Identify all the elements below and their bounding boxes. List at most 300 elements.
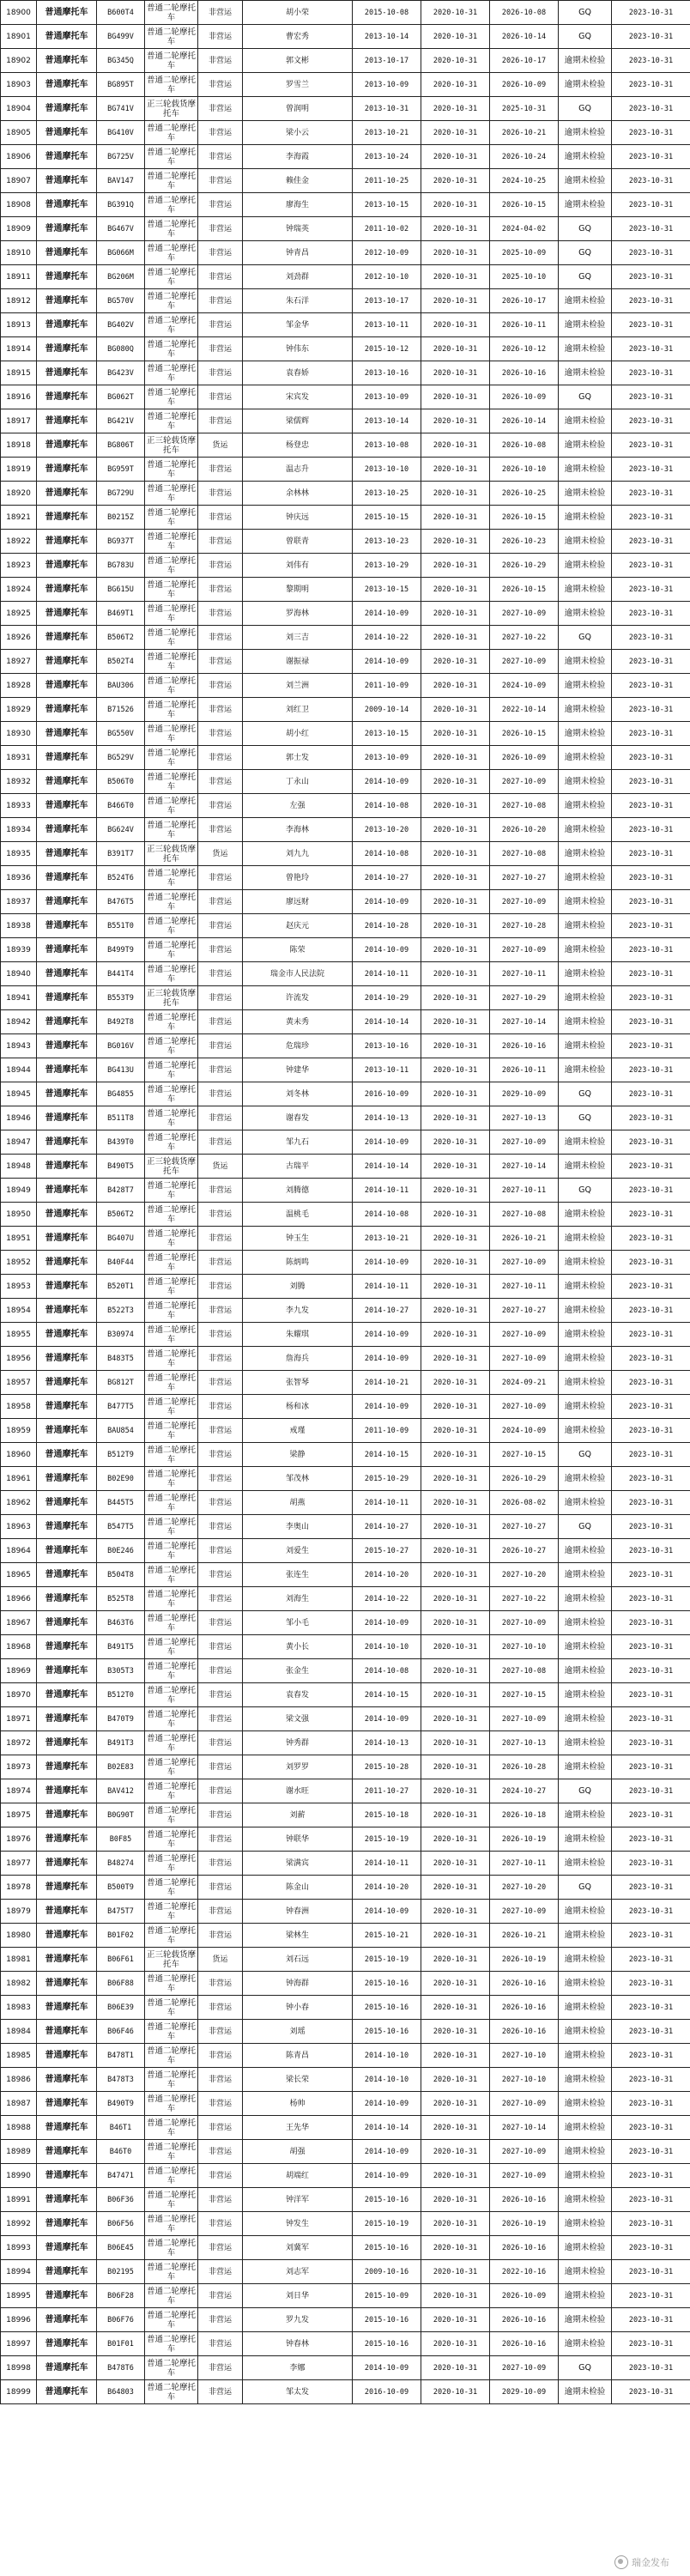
cell-inspection-date: 2020-10-31 [421, 2140, 490, 2164]
cell-scrap-deadline: 2023-10-31 [612, 1203, 690, 1227]
table-row [1, 962, 690, 986]
cell-owner-name: 邹茂林 [243, 1467, 353, 1491]
cell-vehicle-type: 普通摩托车 [37, 1731, 97, 1755]
cell-inspection-valid-until: 2026-10-23 [490, 530, 559, 554]
cell-vehicle-type: 普通摩托车 [37, 1996, 97, 2020]
cell-scrap-deadline: 2023-10-31 [612, 1251, 690, 1275]
cell-first-registration-date: 2014-10-11 [353, 962, 421, 986]
cell-plate-number: B476T5 [97, 890, 145, 914]
cell-usage-type: 非营运 [198, 1659, 243, 1683]
cell-owner-name: 曾艳玲 [243, 866, 353, 890]
cell-vehicle-brand: 普通二轮摩托车 [145, 1082, 198, 1106]
cell-row-index: 18943 [1, 1034, 37, 1058]
cell-inspection-date: 2020-10-31 [421, 193, 490, 217]
cell-first-registration-date: 2014-10-09 [353, 770, 421, 794]
cell-inspection-valid-until: 2027-10-11 [490, 1275, 559, 1299]
cell-usage-type: 非营运 [198, 241, 243, 265]
cell-inspection-status: 逾期未检验 [559, 2020, 612, 2044]
cell-row-index: 18985 [1, 2044, 37, 2068]
cell-first-registration-date: 2013-10-31 [353, 97, 421, 121]
cell-owner-name: 陈青昌 [243, 2044, 353, 2068]
cell-scrap-deadline: 2023-10-31 [612, 1924, 690, 1948]
cell-vehicle-brand: 普通二轮摩托车 [145, 1419, 198, 1443]
cell-row-index: 18917 [1, 409, 37, 433]
cell-vehicle-type: 普通摩托车 [37, 962, 97, 986]
cell-scrap-deadline: 2023-10-31 [612, 1611, 690, 1635]
cell-vehicle-type: 普通摩托车 [37, 866, 97, 890]
cell-vehicle-type: 普通摩托车 [37, 1082, 97, 1106]
cell-plate-number: B06F46 [97, 2020, 145, 2044]
cell-plate-number: B30974 [97, 1323, 145, 1347]
cell-vehicle-brand: 正三轮载货摩托车 [145, 1948, 198, 1972]
cell-first-registration-date: 2014-10-21 [353, 1371, 421, 1395]
cell-first-registration-date: 2013-10-20 [353, 818, 421, 842]
cell-plate-number: BG741V [97, 97, 145, 121]
cell-inspection-status: GQ [559, 1, 612, 25]
cell-vehicle-brand: 普通二轮摩托车 [145, 409, 198, 433]
cell-owner-name: 李海霞 [243, 145, 353, 169]
cell-vehicle-brand: 普通二轮摩托车 [145, 938, 198, 962]
cell-plate-number: BG467V [97, 217, 145, 241]
cell-inspection-date: 2020-10-31 [421, 1755, 490, 1779]
cell-inspection-valid-until: 2022-10-14 [490, 698, 559, 722]
cell-owner-name: 温志升 [243, 458, 353, 482]
cell-scrap-deadline: 2023-10-31 [612, 1587, 690, 1611]
cell-vehicle-brand: 普通二轮摩托车 [145, 482, 198, 506]
cell-owner-name: 刘腾 [243, 1275, 353, 1299]
cell-vehicle-brand: 普通二轮摩托车 [145, 1852, 198, 1876]
cell-first-registration-date: 2013-10-17 [353, 289, 421, 313]
cell-owner-name: 王先华 [243, 2116, 353, 2140]
cell-usage-type: 非营运 [198, 1299, 243, 1323]
cell-row-index: 18952 [1, 1251, 37, 1275]
cell-inspection-date: 2020-10-31 [421, 73, 490, 97]
cell-owner-name: 刘兰洲 [243, 674, 353, 698]
cell-plate-number: B01F01 [97, 2332, 145, 2356]
cell-row-index: 18962 [1, 1491, 37, 1515]
cell-vehicle-type: 普通摩托车 [37, 482, 97, 506]
cell-scrap-deadline: 2023-10-31 [612, 1539, 690, 1563]
cell-inspection-status: 逾期未检验 [559, 650, 612, 674]
cell-plate-number: BG391Q [97, 193, 145, 217]
cell-owner-name: 赵庆元 [243, 914, 353, 938]
cell-owner-name: 钟秀群 [243, 1731, 353, 1755]
cell-scrap-deadline: 2023-10-31 [612, 962, 690, 986]
cell-first-registration-date: 2016-10-09 [353, 1082, 421, 1106]
cell-plate-number: B46T1 [97, 2116, 145, 2140]
cell-first-registration-date: 2014-10-08 [353, 794, 421, 818]
cell-row-index: 18949 [1, 1179, 37, 1203]
cell-inspection-valid-until: 2027-10-27 [490, 1299, 559, 1323]
cell-inspection-status: 逾期未检验 [559, 2164, 612, 2188]
cell-vehicle-type: 普通摩托车 [37, 97, 97, 121]
cell-scrap-deadline: 2023-10-31 [612, 986, 690, 1010]
cell-row-index: 18979 [1, 1900, 37, 1924]
table-row [1, 1852, 690, 1876]
cell-row-index: 18918 [1, 433, 37, 458]
cell-vehicle-type: 普通摩托车 [37, 818, 97, 842]
cell-vehicle-brand: 普通二轮摩托车 [145, 914, 198, 938]
cell-scrap-deadline: 2023-10-31 [612, 409, 690, 433]
cell-scrap-deadline: 2023-10-31 [612, 2140, 690, 2164]
cell-row-index: 18971 [1, 1707, 37, 1731]
table-row [1, 409, 690, 433]
cell-scrap-deadline: 2023-10-31 [612, 1683, 690, 1707]
cell-inspection-status: 逾期未检验 [559, 1852, 612, 1876]
cell-inspection-date: 2020-10-31 [421, 49, 490, 73]
cell-inspection-valid-until: 2026-10-11 [490, 1058, 559, 1082]
cell-plate-number: B71526 [97, 698, 145, 722]
table-row [1, 193, 690, 217]
cell-first-registration-date: 2014-10-13 [353, 1106, 421, 1130]
table-row [1, 1659, 690, 1683]
cell-scrap-deadline: 2023-10-31 [612, 1852, 690, 1876]
cell-usage-type: 非营运 [198, 145, 243, 169]
cell-plate-number: B522T3 [97, 1299, 145, 1323]
cell-first-registration-date: 2013-10-15 [353, 722, 421, 746]
cell-usage-type: 非营运 [198, 289, 243, 313]
cell-inspection-status: 逾期未检验 [559, 698, 612, 722]
cell-plate-number: B439T0 [97, 1130, 145, 1155]
table-row [1, 458, 690, 482]
cell-vehicle-type: 普通摩托车 [37, 337, 97, 361]
cell-vehicle-type: 普通摩托车 [37, 1539, 97, 1563]
cell-owner-name: 刘伟有 [243, 554, 353, 578]
cell-usage-type: 非营运 [198, 313, 243, 337]
cell-inspection-valid-until: 2027-10-09 [490, 1130, 559, 1155]
cell-scrap-deadline: 2023-10-31 [612, 385, 690, 409]
cell-usage-type: 非营运 [198, 2284, 243, 2308]
cell-usage-type: 非营运 [198, 1130, 243, 1155]
table-row [1, 986, 690, 1010]
cell-owner-name: 钟联华 [243, 1827, 353, 1852]
cell-row-index: 18968 [1, 1635, 37, 1659]
table-row [1, 169, 690, 193]
cell-inspection-valid-until: 2027-10-15 [490, 1443, 559, 1467]
cell-inspection-date: 2020-10-31 [421, 650, 490, 674]
cell-plate-number: B02E83 [97, 1755, 145, 1779]
cell-plate-number: BG729U [97, 482, 145, 506]
cell-plate-number: BAV147 [97, 169, 145, 193]
cell-row-index: 18919 [1, 458, 37, 482]
cell-vehicle-type: 普通摩托车 [37, 2260, 97, 2284]
cell-scrap-deadline: 2023-10-31 [612, 650, 690, 674]
cell-inspection-valid-until: 2026-10-15 [490, 722, 559, 746]
cell-usage-type: 非营运 [198, 1587, 243, 1611]
cell-row-index: 18931 [1, 746, 37, 770]
cell-scrap-deadline: 2023-10-31 [612, 482, 690, 506]
cell-inspection-valid-until: 2026-10-14 [490, 25, 559, 49]
cell-inspection-date: 2020-10-31 [421, 1779, 490, 1803]
cell-inspection-date: 2020-10-31 [421, 1972, 490, 1996]
table-row [1, 1972, 690, 1996]
table-row [1, 1731, 690, 1755]
cell-vehicle-type: 普通摩托车 [37, 1948, 97, 1972]
cell-owner-name: 李奥山 [243, 1515, 353, 1539]
cell-inspection-date: 2020-10-31 [421, 506, 490, 530]
cell-vehicle-type: 普通摩托车 [37, 1924, 97, 1948]
cell-vehicle-type: 普通摩托车 [37, 1179, 97, 1203]
cell-usage-type: 非营运 [198, 121, 243, 145]
cell-inspection-valid-until: 2027-10-20 [490, 1563, 559, 1587]
cell-scrap-deadline: 2023-10-31 [612, 1275, 690, 1299]
cell-inspection-date: 2020-10-31 [421, 602, 490, 626]
cell-inspection-valid-until: 2027-10-09 [490, 1251, 559, 1275]
cell-plate-number: B0E246 [97, 1539, 145, 1563]
cell-usage-type: 非营运 [198, 1203, 243, 1227]
cell-inspection-date: 2020-10-31 [421, 2380, 490, 2404]
cell-row-index: 18930 [1, 722, 37, 746]
cell-row-index: 18969 [1, 1659, 37, 1683]
cell-inspection-status: GQ [559, 2356, 612, 2380]
table-row [1, 1227, 690, 1251]
table-row [1, 1203, 690, 1227]
table-row [1, 337, 690, 361]
cell-inspection-date: 2020-10-31 [421, 1827, 490, 1852]
cell-inspection-date: 2020-10-31 [421, 2164, 490, 2188]
cell-usage-type: 非营运 [198, 554, 243, 578]
cell-inspection-status: 逾期未检验 [559, 1948, 612, 1972]
cell-first-registration-date: 2014-10-11 [353, 1491, 421, 1515]
cell-plate-number: B64803 [97, 2380, 145, 2404]
table-row [1, 890, 690, 914]
cell-vehicle-type: 普通摩托车 [37, 914, 97, 938]
cell-usage-type: 非营运 [198, 1779, 243, 1803]
cell-vehicle-brand: 普通二轮摩托车 [145, 602, 198, 626]
table-row [1, 1876, 690, 1900]
cell-usage-type: 非营运 [198, 73, 243, 97]
cell-row-index: 18904 [1, 97, 37, 121]
cell-owner-name: 邹九石 [243, 1130, 353, 1155]
cell-inspection-valid-until: 2027-10-27 [490, 1515, 559, 1539]
cell-scrap-deadline: 2023-10-31 [612, 602, 690, 626]
table-row [1, 914, 690, 938]
cell-first-registration-date: 2013-10-14 [353, 25, 421, 49]
cell-owner-name: 梁儒辉 [243, 409, 353, 433]
cell-vehicle-brand: 普通二轮摩托车 [145, 121, 198, 145]
cell-plate-number: B553T9 [97, 986, 145, 1010]
cell-owner-name: 詹海兵 [243, 1347, 353, 1371]
cell-plate-number: B466T0 [97, 794, 145, 818]
cell-vehicle-brand: 普通二轮摩托车 [145, 1779, 198, 1803]
cell-usage-type: 非营运 [198, 1419, 243, 1443]
cell-inspection-date: 2020-10-31 [421, 2044, 490, 2068]
cell-owner-name: 李娜 [243, 2356, 353, 2380]
cell-vehicle-brand: 普通二轮摩托车 [145, 1563, 198, 1587]
cell-inspection-valid-until: 2027-10-11 [490, 962, 559, 986]
cell-scrap-deadline: 2023-10-31 [612, 193, 690, 217]
cell-owner-name: 罗雪兰 [243, 73, 353, 97]
cell-inspection-status: 逾期未检验 [559, 2188, 612, 2212]
cell-inspection-date: 2020-10-31 [421, 2068, 490, 2092]
cell-owner-name: 杨和冰 [243, 1395, 353, 1419]
cell-usage-type: 非营运 [198, 2188, 243, 2212]
cell-owner-name: 胡小荣 [243, 1, 353, 25]
cell-row-index: 18965 [1, 1563, 37, 1587]
cell-inspection-date: 2020-10-31 [421, 1803, 490, 1827]
cell-inspection-valid-until: 2026-10-17 [490, 49, 559, 73]
cell-plate-number: BG062T [97, 385, 145, 409]
cell-inspection-date: 2020-10-31 [421, 2260, 490, 2284]
cell-inspection-date: 2020-10-31 [421, 986, 490, 1010]
cell-row-index: 18940 [1, 962, 37, 986]
cell-vehicle-brand: 普通二轮摩托车 [145, 1707, 198, 1731]
cell-inspection-valid-until: 2026-10-09 [490, 746, 559, 770]
cell-plate-number: B06F28 [97, 2284, 145, 2308]
table-row [1, 1948, 690, 1972]
cell-vehicle-type: 普通摩托车 [37, 698, 97, 722]
cell-first-registration-date: 2013-10-24 [353, 145, 421, 169]
cell-vehicle-type: 普通摩托车 [37, 2140, 97, 2164]
cell-plate-number: BG550V [97, 722, 145, 746]
cell-usage-type: 非营运 [198, 746, 243, 770]
cell-inspection-status: 逾期未检验 [559, 2044, 612, 2068]
cell-vehicle-type: 普通摩托车 [37, 674, 97, 698]
cell-inspection-valid-until: 2026-10-15 [490, 506, 559, 530]
cell-row-index: 18986 [1, 2068, 37, 2092]
cell-owner-name: 谢水旺 [243, 1779, 353, 1803]
cell-plate-number: B475T7 [97, 1900, 145, 1924]
cell-plate-number: B445T5 [97, 1491, 145, 1515]
cell-inspection-status: 逾期未检验 [559, 1347, 612, 1371]
cell-first-registration-date: 2015-10-09 [353, 2284, 421, 2308]
cell-owner-name: 廖海生 [243, 193, 353, 217]
cell-inspection-valid-until: 2026-08-02 [490, 1491, 559, 1515]
cell-owner-name: 宋宾发 [243, 385, 353, 409]
cell-inspection-valid-until: 2026-10-09 [490, 2284, 559, 2308]
cell-inspection-valid-until: 2027-10-09 [490, 1395, 559, 1419]
cell-plate-number: BG725V [97, 145, 145, 169]
cell-plate-number: B06F88 [97, 1972, 145, 1996]
cell-scrap-deadline: 2023-10-31 [612, 217, 690, 241]
cell-vehicle-type: 普通摩托车 [37, 2044, 97, 2068]
cell-vehicle-type: 普通摩托车 [37, 2068, 97, 2092]
cell-owner-name: 梁小云 [243, 121, 353, 145]
cell-inspection-date: 2020-10-31 [421, 818, 490, 842]
cell-first-registration-date: 2015-10-29 [353, 1467, 421, 1491]
cell-first-registration-date: 2013-10-09 [353, 73, 421, 97]
cell-inspection-date: 2020-10-31 [421, 2092, 490, 2116]
cell-owner-name: 钟青昌 [243, 241, 353, 265]
cell-inspection-status: 逾期未检验 [559, 1563, 612, 1587]
cell-inspection-status: 逾期未检验 [559, 458, 612, 482]
cell-first-registration-date: 2014-10-09 [353, 2164, 421, 2188]
cell-vehicle-type: 普通摩托车 [37, 722, 97, 746]
cell-inspection-status: GQ [559, 241, 612, 265]
cell-first-registration-date: 2015-10-16 [353, 2020, 421, 2044]
cell-vehicle-brand: 普通二轮摩托车 [145, 1299, 198, 1323]
cell-usage-type: 非营运 [198, 1371, 243, 1395]
cell-row-index: 18907 [1, 169, 37, 193]
cell-vehicle-brand: 普通二轮摩托车 [145, 2164, 198, 2188]
cell-inspection-status: 逾期未检验 [559, 914, 612, 938]
table-body [1, 1, 690, 2404]
cell-inspection-valid-until: 2024-10-09 [490, 1419, 559, 1443]
cell-vehicle-type: 普通摩托车 [37, 1563, 97, 1587]
table-row [1, 1443, 690, 1467]
cell-inspection-date: 2020-10-31 [421, 1, 490, 25]
cell-inspection-status: 逾期未检验 [559, 2212, 612, 2236]
cell-vehicle-type: 普通摩托车 [37, 385, 97, 409]
cell-first-registration-date: 2015-10-16 [353, 2308, 421, 2332]
cell-vehicle-brand: 普通二轮摩托车 [145, 1323, 198, 1347]
cell-usage-type: 非营运 [198, 458, 243, 482]
cell-row-index: 18933 [1, 794, 37, 818]
cell-inspection-valid-until: 2026-10-19 [490, 1827, 559, 1852]
cell-inspection-date: 2020-10-31 [421, 1491, 490, 1515]
cell-first-registration-date: 2013-10-25 [353, 482, 421, 506]
cell-first-registration-date: 2014-10-09 [353, 2140, 421, 2164]
cell-vehicle-type: 普通摩托车 [37, 2356, 97, 2380]
cell-inspection-valid-until: 2026-10-16 [490, 1996, 559, 2020]
cell-inspection-date: 2020-10-31 [421, 842, 490, 866]
cell-first-registration-date: 2014-10-27 [353, 1299, 421, 1323]
cell-usage-type: 非营运 [198, 2164, 243, 2188]
cell-usage-type: 非营运 [198, 1900, 243, 1924]
cell-scrap-deadline: 2023-10-31 [612, 2164, 690, 2188]
table-row [1, 265, 690, 289]
cell-plate-number: B511T8 [97, 1106, 145, 1130]
table-row [1, 1755, 690, 1779]
cell-inspection-valid-until: 2027-10-28 [490, 914, 559, 938]
cell-plate-number: B490T5 [97, 1155, 145, 1179]
cell-inspection-valid-until: 2027-10-14 [490, 1010, 559, 1034]
cell-scrap-deadline: 2023-10-31 [612, 2260, 690, 2284]
cell-usage-type: 非营运 [198, 674, 243, 698]
cell-inspection-status: 逾期未检验 [559, 1203, 612, 1227]
cell-inspection-valid-until: 2024-10-25 [490, 169, 559, 193]
cell-vehicle-type: 普通摩托车 [37, 25, 97, 49]
cell-plate-number: BG812T [97, 1371, 145, 1395]
cell-row-index: 18905 [1, 121, 37, 145]
cell-inspection-date: 2020-10-31 [421, 289, 490, 313]
cell-inspection-status: 逾期未检验 [559, 1058, 612, 1082]
cell-inspection-valid-until: 2027-10-09 [490, 938, 559, 962]
cell-vehicle-type: 普通摩托车 [37, 1347, 97, 1371]
cell-plate-number: B46T0 [97, 2140, 145, 2164]
cell-first-registration-date: 2015-10-16 [353, 2236, 421, 2260]
cell-vehicle-type: 普通摩托车 [37, 265, 97, 289]
cell-first-registration-date: 2015-10-16 [353, 1972, 421, 1996]
cell-scrap-deadline: 2023-10-31 [612, 2092, 690, 2116]
cell-plate-number: B391T7 [97, 842, 145, 866]
cell-plate-number: B600T4 [97, 1, 145, 25]
cell-vehicle-type: 普通摩托车 [37, 145, 97, 169]
cell-first-registration-date: 2015-10-19 [353, 2212, 421, 2236]
cell-vehicle-brand: 普通二轮摩托车 [145, 145, 198, 169]
cell-first-registration-date: 2014-10-09 [353, 1130, 421, 1155]
cell-owner-name: 梁静 [243, 1443, 353, 1467]
table-row [1, 1179, 690, 1203]
cell-usage-type: 非营运 [198, 1996, 243, 2020]
cell-first-registration-date: 2014-10-28 [353, 914, 421, 938]
table-row [1, 2260, 690, 2284]
cell-scrap-deadline: 2023-10-31 [612, 890, 690, 914]
cell-vehicle-brand: 普通二轮摩托车 [145, 217, 198, 241]
cell-inspection-valid-until: 2027-10-27 [490, 866, 559, 890]
table-row [1, 145, 690, 169]
cell-inspection-status: GQ [559, 1106, 612, 1130]
cell-scrap-deadline: 2023-10-31 [612, 1731, 690, 1755]
cell-inspection-valid-until: 2025-10-10 [490, 265, 559, 289]
cell-row-index: 18947 [1, 1130, 37, 1155]
cell-usage-type: 非营运 [198, 938, 243, 962]
cell-first-registration-date: 2014-10-22 [353, 1587, 421, 1611]
table-row [1, 433, 690, 458]
cell-owner-name: 罗海林 [243, 602, 353, 626]
cell-usage-type: 非营运 [198, 602, 243, 626]
cell-vehicle-type: 普通摩托车 [37, 890, 97, 914]
